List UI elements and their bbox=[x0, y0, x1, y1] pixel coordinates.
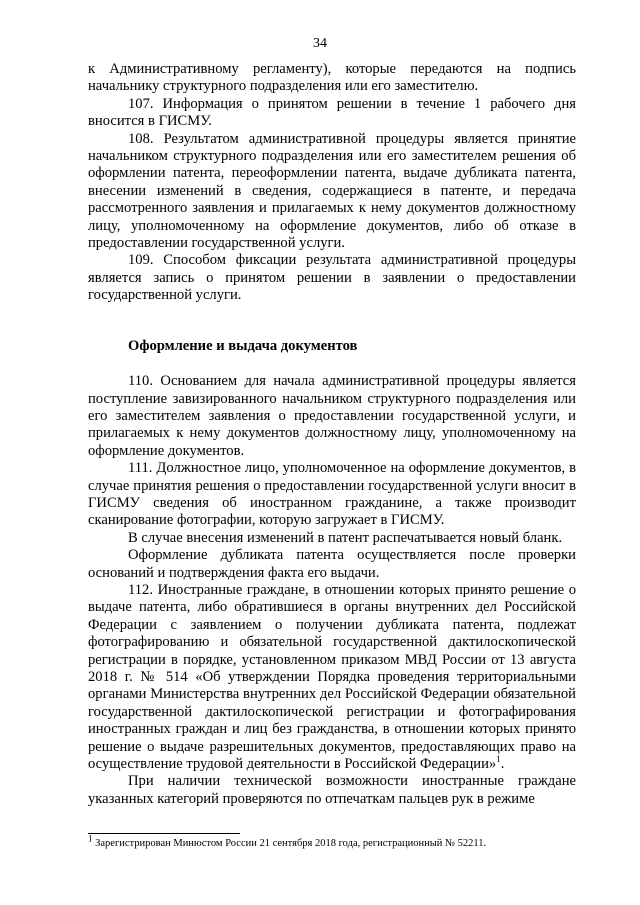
page-number: 34 bbox=[313, 36, 327, 51]
footnote-text: Зарегистрирован Минюстом России 21 сентября 2018 года, регистрационный № 52211. bbox=[95, 838, 487, 849]
paragraph-fingerprints: При наличии технической возможности иностранные граждане указанных категорий проверяются по отпечаткам пальцев рук в режиме bbox=[88, 773, 576, 807]
footnote-divider bbox=[88, 833, 240, 834]
paragraph-new-blank: В случае внесения изменений в патент распечатывается новый бланк. bbox=[128, 529, 563, 546]
paragraph-continuation: к Административному регламенту), которые передаются на подпись начальнику структурного подразделения или его заместителю. bbox=[88, 61, 576, 95]
paragraph-112: 112. Иностранные граждане, в отношении которых принято решение о выдаче патента, либо обратившиеся в органы внутренних дел Российской Федерации с заявлением о получении дубликата патента, подлежат фотографированию и обязательной государственной дактилоскопической регистрации в порядке, установленном приказом МВД России от 13 августа 2018 г. № 514 «Об утверждении Порядка проведения территориальными органами Министерства внутренних дел Российской Федерации обязательной государственной дактилоскопической регистрации и фотографирования иностранных граждан и лиц без гражданства, в отношении которых принято решение о выдаче разрешительных документов, предоставляющих право на осуществление трудовой деятельности в Российской Федерации»$^1$. bbox=[88, 581, 576, 773]
document-body bbox=[88, 61, 576, 808]
footnote-reference: 1 bbox=[496, 754, 501, 765]
footnote bbox=[88, 833, 576, 850]
paragraph-107: 107. Информация о принятом решении в течение 1 рабочего дня вносится в ГИСМУ. bbox=[88, 95, 576, 130]
paragraph-112-text: 112. Иностранные граждане, в отношении которых принято решение о выдаче патента, либо обратившиеся в органы внутренних дел Российской Федерации с заявлением о получении дубликата патента, подлежат фотографированию и обязательной государственной дактилоскопической регистрации в порядке, установленном приказом МВД России от 13 августа 2018 г. № 514 «Об утверждении Порядка проведения территориальными органами Министерства внутренних дел Российской Федерации обязательной государственной дактилоскопической регистрации и фотографирования иностранных граждан и лиц без гражданства, в отношении которых принято решение о выдаче разрешительных документов, предоставляющих право на осуществление трудовой деятельности в Российской Федерации» bbox=[88, 581, 576, 773]
paragraph-110: 110. Основанием для начала административной процедуры является поступление завизированного начальником структурного подразделения или его заместителем заявления о предоставлении государственной услуги, и прилагаемых к нему документов должностному лицу, уполномоченному на оформление документов. bbox=[88, 373, 576, 459]
paragraph-duplicate: Оформление дубликата патента осуществляется после проверки оснований и подтверждения факта его выдачи. bbox=[88, 547, 576, 581]
paragraph-109: 109. Способом фиксации результата административной процедуры является запись о принятом решении в заявлении о предоставлении государственной услуги. bbox=[88, 252, 576, 304]
section-heading: Оформление и выдача документов bbox=[128, 337, 358, 354]
paragraph-108: 108. Результатом административной процедуры является принятие начальником структурного подразделения или его заместителем решения об оформлении патента, переоформлении патента, выдаче дубликата патента, внесении изменений в сведения, содержащиеся в патенте, и передача рассмотренного заявления и прилагаемых к нему документов должностному лицу, уполномоченному на оформление документов, либо об отказе в предоставлении государственной услуги. bbox=[88, 130, 576, 252]
paragraph-111: 111. Должностное лицо, уполномоченное на оформление документов, в случае принятия решения о предоставлении государственной услуги вносит в ГИСМУ сведения об иностранном гражданине, а также производит сканирование фотографии, которую загружает в ГИСМУ. bbox=[88, 460, 576, 529]
footnote-mark: 1 bbox=[88, 833, 93, 844]
